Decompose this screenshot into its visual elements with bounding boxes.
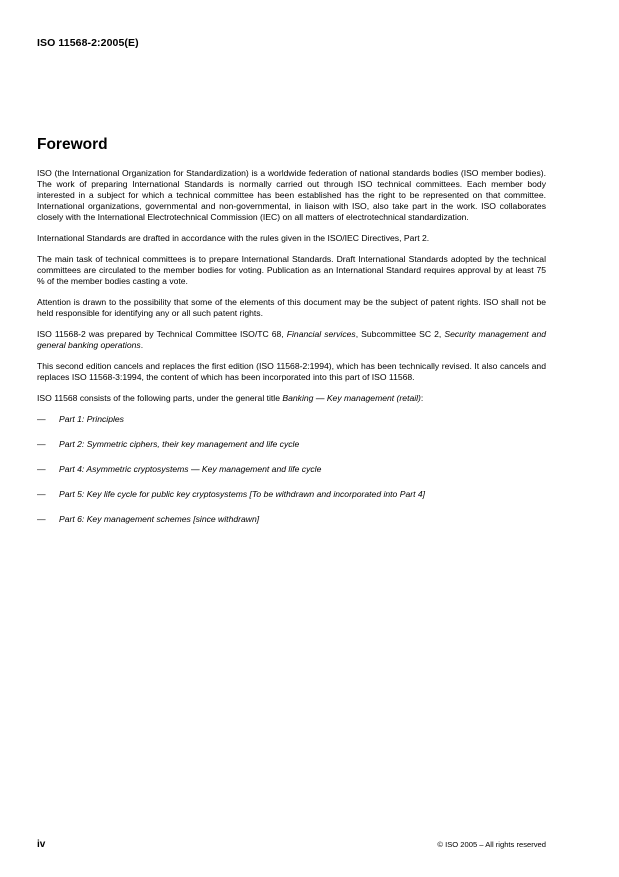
list-item: [37, 414, 546, 425]
committee-name: Financial services: [286, 329, 356, 339]
dash-bullet: —: [37, 464, 46, 474]
copyright-notice: © ISO 2005 – All rights reserved: [437, 840, 546, 849]
paragraph-parts-intro: [37, 393, 546, 404]
text-run: .: [140, 340, 144, 350]
page-number: iv: [37, 839, 46, 850]
paragraph-drafting-rules: International Standards are drafted in accordance with the rules given in the ISO/IEC Directives, Part 2.: [37, 233, 430, 243]
list-item: [37, 489, 546, 500]
text-run: , Subcommittee SC 2,: [355, 329, 445, 339]
part-label: Part 6: Key management schemes [since withdrawn]: [59, 514, 260, 524]
page-title: Foreword: [37, 136, 108, 153]
paragraph-patent-notice: Attention is drawn to the possibility that some of the elements of this document may be the subject of patent rights. ISO shall not be held responsible for identifying any or all such patent rights.: [37, 297, 546, 318]
list-item: [37, 464, 546, 475]
text-run: ISO 11568-2 was prepared by Technical Committee ISO/TC 68,: [37, 329, 287, 339]
paragraph-prepared-by: [37, 329, 546, 351]
text-run: ISO 11568 consists of the following parts, under the general title: [37, 393, 283, 403]
dash-bullet: —: [37, 514, 46, 524]
dash-bullet: —: [37, 439, 46, 449]
paragraph-edition-note: This second edition cancels and replaces the first edition (ISO 11568-2:1994), which has been technically revised. It also cancels and replaces ISO 11568-3:1994, the content of which has been incorporated into this part of ISO 11568.: [37, 361, 546, 382]
text-run: :: [420, 393, 424, 403]
foreword-body: [37, 168, 546, 539]
parts-list: [37, 414, 546, 525]
dash-bullet: —: [37, 414, 46, 424]
list-item: [37, 514, 546, 525]
dash-bullet: —: [37, 489, 46, 499]
general-title: Banking — Key management (retail): [282, 393, 421, 403]
part-label: Part 1: Principles: [59, 414, 124, 424]
part-label: Part 2: Symmetric ciphers, their key management and life cycle: [59, 439, 300, 449]
paragraph-iso-intro: ISO (the International Organization for Standardization) is a worldwide federation of national standards bodies (ISO member bodies). The work of preparing International Standards is normally carried out through ISO technical committees. Each member body interested in a subject for which a technical committee has been established has the right to be represented on that committee. International organizations, governmental and non-governmental, in liaison with ISO, also take part in the work. ISO collaborates closely with the International Electrotechnical Commission (IEC) on all matters of electrotechnical standardization.: [37, 168, 546, 222]
part-label: Part 4: Asymmetric cryptosystems — Key management and life cycle: [59, 464, 322, 474]
list-item: [37, 439, 546, 450]
paragraph-committee-task: The main task of technical committees is to prepare International Standards. Draft International Standards adopted by the technical committees are circulated to the member bodies for voting. Publication as an International Standard requires approval by at least 75 % of the member bodies casting a vote.: [37, 254, 546, 286]
subcommittee-name: Security management and general banking operations: [37, 329, 547, 350]
part-label: Part 5: Key life cycle for public key cryptosystems [To be withdrawn and incorporated into Part 4]: [59, 489, 426, 499]
document-id-header: ISO 11568-2:2005(E): [37, 37, 139, 49]
